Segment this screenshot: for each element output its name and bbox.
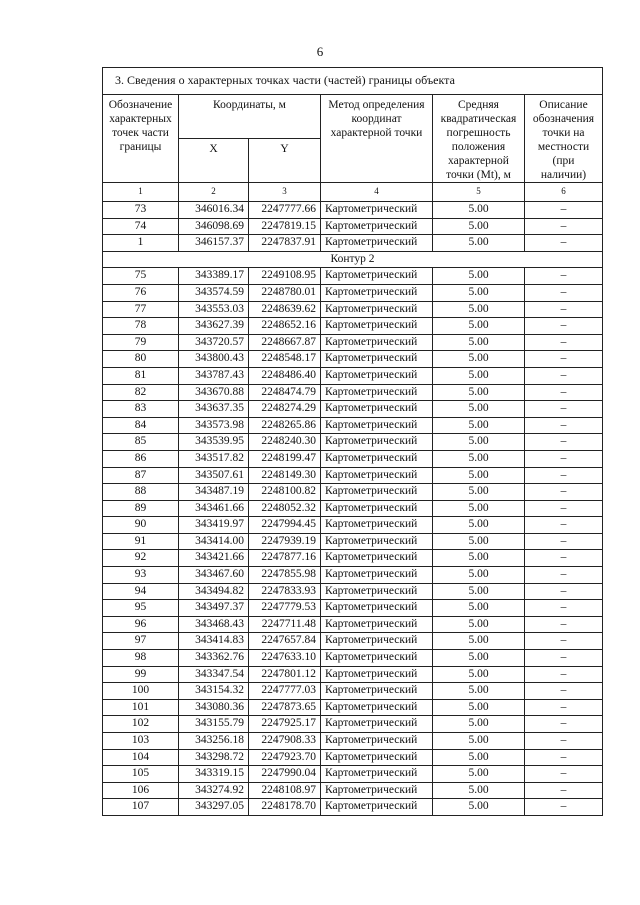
method-cell: Картометрический	[321, 235, 433, 252]
coord-y-cell: 2248548.17	[249, 351, 321, 368]
description-cell: –	[525, 301, 603, 318]
coord-x-cell: 346098.69	[179, 218, 249, 235]
method-cell: Картометрический	[321, 218, 433, 235]
coord-y-cell: 2247779.53	[249, 600, 321, 617]
coord-y-cell: 2247819.15	[249, 218, 321, 235]
boundary-points-table	[102, 67, 603, 816]
coord-x-cell: 343720.57	[179, 334, 249, 351]
description-cell: –	[525, 517, 603, 534]
table-row	[103, 799, 603, 816]
coord-y-cell: 2247837.91	[249, 235, 321, 252]
error-value-cell: 5.00	[433, 666, 525, 683]
description-cell: –	[525, 467, 603, 484]
error-value-cell: 5.00	[433, 500, 525, 517]
coord-y-cell: 2247777.66	[249, 202, 321, 219]
table-row	[103, 467, 603, 484]
coord-y-cell: 2248149.30	[249, 467, 321, 484]
table-row	[103, 301, 603, 318]
column-number-5: 5	[433, 183, 525, 202]
point-number-cell: 79	[103, 334, 179, 351]
table-row	[103, 699, 603, 716]
error-value-cell: 5.00	[433, 417, 525, 434]
coord-x-cell: 343421.66	[179, 550, 249, 567]
coord-y-cell: 2247923.70	[249, 749, 321, 766]
coord-y-cell: 2247925.17	[249, 716, 321, 733]
error-value-cell: 5.00	[433, 550, 525, 567]
header-error: Средняя квадратическая погрешность положения характерной точки (Mt), м	[433, 95, 525, 183]
error-value-cell: 5.00	[433, 600, 525, 617]
point-number-cell: 83	[103, 401, 179, 418]
column-number-1: 1	[103, 183, 179, 202]
method-cell: Картометрический	[321, 401, 433, 418]
coord-y-cell: 2248052.32	[249, 500, 321, 517]
coord-y-cell: 2247657.84	[249, 633, 321, 650]
coord-x-cell: 343298.72	[179, 749, 249, 766]
method-cell: Картометрический	[321, 683, 433, 700]
table-row	[103, 716, 603, 733]
table-row	[103, 749, 603, 766]
description-cell: –	[525, 733, 603, 750]
point-number-cell: 82	[103, 384, 179, 401]
column-number-3: 3	[249, 183, 321, 202]
method-cell: Картометрический	[321, 367, 433, 384]
description-cell: –	[525, 749, 603, 766]
coord-y-cell: 2247801.12	[249, 666, 321, 683]
header-method: Метод определения координат характерной точки	[321, 95, 433, 183]
coord-x-cell: 343787.43	[179, 367, 249, 384]
coord-y-cell: 2248667.87	[249, 334, 321, 351]
section-title-row	[103, 68, 603, 95]
point-number-cell: 88	[103, 484, 179, 501]
error-value-cell: 5.00	[433, 633, 525, 650]
coord-y-cell: 2247777.03	[249, 683, 321, 700]
error-value-cell: 5.00	[433, 782, 525, 799]
method-cell: Картометрический	[321, 202, 433, 219]
coord-y-cell: 2249108.95	[249, 268, 321, 285]
error-value-cell: 5.00	[433, 334, 525, 351]
error-value-cell: 5.00	[433, 616, 525, 633]
description-cell: –	[525, 567, 603, 584]
error-value-cell: 5.00	[433, 517, 525, 534]
table-row	[103, 633, 603, 650]
error-value-cell: 5.00	[433, 766, 525, 783]
coord-x-cell: 343487.19	[179, 484, 249, 501]
point-number-cell: 98	[103, 650, 179, 667]
method-cell: Картометрический	[321, 484, 433, 501]
table-row	[103, 666, 603, 683]
column-number-2: 2	[179, 183, 249, 202]
point-number-cell: 97	[103, 633, 179, 650]
table-row	[103, 401, 603, 418]
error-value-cell: 5.00	[433, 284, 525, 301]
table-row	[103, 650, 603, 667]
coord-x-cell: 343574.59	[179, 284, 249, 301]
method-cell: Картометрический	[321, 633, 433, 650]
coord-x-cell: 343414.00	[179, 533, 249, 550]
method-cell: Картометрический	[321, 799, 433, 816]
contour-label: Контур 2	[103, 251, 603, 268]
column-numbers-row	[103, 183, 603, 202]
coord-x-cell: 343467.60	[179, 567, 249, 584]
description-cell: –	[525, 235, 603, 252]
method-cell: Картометрический	[321, 550, 433, 567]
error-value-cell: 5.00	[433, 218, 525, 235]
method-cell: Картометрический	[321, 650, 433, 667]
column-number-4: 4	[321, 183, 433, 202]
method-cell: Картометрический	[321, 533, 433, 550]
error-value-cell: 5.00	[433, 583, 525, 600]
description-cell: –	[525, 334, 603, 351]
point-number-cell: 96	[103, 616, 179, 633]
method-cell: Картометрический	[321, 500, 433, 517]
coord-x-cell: 343274.92	[179, 782, 249, 799]
contour-row	[103, 251, 603, 268]
description-cell: –	[525, 202, 603, 219]
coord-y-cell: 2248780.01	[249, 284, 321, 301]
coord-y-cell: 2248652.16	[249, 318, 321, 335]
table-row	[103, 318, 603, 335]
description-cell: –	[525, 600, 603, 617]
table-row	[103, 683, 603, 700]
header-x: X	[179, 139, 249, 183]
error-value-cell: 5.00	[433, 268, 525, 285]
point-number-cell: 99	[103, 666, 179, 683]
coord-y-cell: 2247877.16	[249, 550, 321, 567]
error-value-cell: 5.00	[433, 301, 525, 318]
point-number-cell: 105	[103, 766, 179, 783]
method-cell: Картометрический	[321, 517, 433, 534]
error-value-cell: 5.00	[433, 484, 525, 501]
point-number-cell: 101	[103, 699, 179, 716]
point-number-cell: 106	[103, 782, 179, 799]
description-cell: –	[525, 666, 603, 683]
coord-y-cell: 2247833.93	[249, 583, 321, 600]
coord-y-cell: 2248639.62	[249, 301, 321, 318]
error-value-cell: 5.00	[433, 318, 525, 335]
coord-x-cell: 343800.43	[179, 351, 249, 368]
coord-x-cell: 343155.79	[179, 716, 249, 733]
error-value-cell: 5.00	[433, 749, 525, 766]
table-row	[103, 782, 603, 799]
description-cell: –	[525, 218, 603, 235]
coord-x-cell: 343539.95	[179, 434, 249, 451]
description-cell: –	[525, 650, 603, 667]
column-number-6: 6	[525, 183, 603, 202]
point-number-cell: 76	[103, 284, 179, 301]
description-cell: –	[525, 268, 603, 285]
coord-x-cell: 343461.66	[179, 500, 249, 517]
header-description: Описание обозначения точки на местности (при наличии)	[525, 95, 603, 183]
method-cell: Картометрический	[321, 616, 433, 633]
method-cell: Картометрический	[321, 782, 433, 799]
coord-x-cell: 343414.83	[179, 633, 249, 650]
point-number-cell: 86	[103, 450, 179, 467]
table-row	[103, 384, 603, 401]
error-value-cell: 5.00	[433, 351, 525, 368]
method-cell: Картометрический	[321, 268, 433, 285]
method-cell: Картометрический	[321, 417, 433, 434]
table-row	[103, 500, 603, 517]
table-row	[103, 766, 603, 783]
table-row	[103, 517, 603, 534]
method-cell: Картометрический	[321, 384, 433, 401]
method-cell: Картометрический	[321, 600, 433, 617]
coord-y-cell: 2247711.48	[249, 616, 321, 633]
description-cell: –	[525, 351, 603, 368]
point-number-cell: 78	[103, 318, 179, 335]
error-value-cell: 5.00	[433, 650, 525, 667]
table-row	[103, 202, 603, 219]
point-number-cell: 100	[103, 683, 179, 700]
description-cell: –	[525, 450, 603, 467]
description-cell: –	[525, 500, 603, 517]
table-row	[103, 268, 603, 285]
coord-y-cell: 2247855.98	[249, 567, 321, 584]
description-cell: –	[525, 367, 603, 384]
table-row	[103, 616, 603, 633]
point-number-cell: 85	[103, 434, 179, 451]
error-value-cell: 5.00	[433, 401, 525, 418]
point-number-cell: 80	[103, 351, 179, 368]
point-number-cell: 81	[103, 367, 179, 384]
error-value-cell: 5.00	[433, 533, 525, 550]
description-cell: –	[525, 384, 603, 401]
table-row	[103, 484, 603, 501]
table-row	[103, 284, 603, 301]
table-row	[103, 550, 603, 567]
description-cell: –	[525, 417, 603, 434]
point-number-cell: 73	[103, 202, 179, 219]
description-cell: –	[525, 318, 603, 335]
method-cell: Картометрический	[321, 318, 433, 335]
point-number-cell: 94	[103, 583, 179, 600]
method-cell: Картометрический	[321, 749, 433, 766]
point-number-cell: 91	[103, 533, 179, 550]
coord-x-cell: 343494.82	[179, 583, 249, 600]
coord-x-cell: 346157.37	[179, 235, 249, 252]
point-number-cell: 107	[103, 799, 179, 816]
description-cell: –	[525, 683, 603, 700]
header-y: Y	[249, 139, 321, 183]
table-row	[103, 533, 603, 550]
description-cell: –	[525, 716, 603, 733]
table-row	[103, 417, 603, 434]
error-value-cell: 5.00	[433, 683, 525, 700]
description-cell: –	[525, 284, 603, 301]
point-number-cell: 92	[103, 550, 179, 567]
point-number-cell: 84	[103, 417, 179, 434]
point-number-cell: 89	[103, 500, 179, 517]
coord-y-cell: 2247908.33	[249, 733, 321, 750]
coord-x-cell: 343517.82	[179, 450, 249, 467]
coord-y-cell: 2247939.19	[249, 533, 321, 550]
error-value-cell: 5.00	[433, 450, 525, 467]
description-cell: –	[525, 766, 603, 783]
method-cell: Картометрический	[321, 334, 433, 351]
method-cell: Картометрический	[321, 699, 433, 716]
header-coordinates: Координаты, м	[179, 95, 321, 139]
method-cell: Картометрический	[321, 351, 433, 368]
point-number-cell: 102	[103, 716, 179, 733]
error-value-cell: 5.00	[433, 716, 525, 733]
table-row	[103, 351, 603, 368]
point-number-cell: 77	[103, 301, 179, 318]
error-value-cell: 5.00	[433, 467, 525, 484]
table-row	[103, 600, 603, 617]
error-value-cell: 5.00	[433, 202, 525, 219]
coord-y-cell: 2247990.04	[249, 766, 321, 783]
coord-y-cell: 2248474.79	[249, 384, 321, 401]
coord-y-cell: 2248240.30	[249, 434, 321, 451]
point-number-cell: 74	[103, 218, 179, 235]
coord-x-cell: 343080.36	[179, 699, 249, 716]
coord-y-cell: 2248108.97	[249, 782, 321, 799]
method-cell: Картометрический	[321, 766, 433, 783]
coord-y-cell: 2248178.70	[249, 799, 321, 816]
point-number-cell: 104	[103, 749, 179, 766]
description-cell: –	[525, 434, 603, 451]
error-value-cell: 5.00	[433, 799, 525, 816]
coord-x-cell: 343497.37	[179, 600, 249, 617]
coord-y-cell: 2247873.65	[249, 699, 321, 716]
description-cell: –	[525, 782, 603, 799]
page-number: 6	[316, 44, 324, 59]
coord-x-cell: 343319.15	[179, 766, 249, 783]
table-row	[103, 218, 603, 235]
coord-y-cell: 2247994.45	[249, 517, 321, 534]
description-cell: –	[525, 799, 603, 816]
header-row-1	[103, 95, 603, 139]
coord-x-cell: 343553.03	[179, 301, 249, 318]
coord-x-cell: 343468.43	[179, 616, 249, 633]
description-cell: –	[525, 484, 603, 501]
method-cell: Картометрический	[321, 733, 433, 750]
coord-y-cell: 2248265.86	[249, 417, 321, 434]
error-value-cell: 5.00	[433, 733, 525, 750]
error-value-cell: 5.00	[433, 434, 525, 451]
description-cell: –	[525, 401, 603, 418]
error-value-cell: 5.00	[433, 384, 525, 401]
coord-y-cell: 2248199.47	[249, 450, 321, 467]
method-cell: Картометрический	[321, 567, 433, 584]
table-row	[103, 567, 603, 584]
point-number-cell: 87	[103, 467, 179, 484]
error-value-cell: 5.00	[433, 567, 525, 584]
coord-x-cell: 343347.54	[179, 666, 249, 683]
method-cell: Картометрический	[321, 716, 433, 733]
point-number-cell: 1	[103, 235, 179, 252]
method-cell: Картометрический	[321, 467, 433, 484]
table-row	[103, 583, 603, 600]
method-cell: Картометрический	[321, 583, 433, 600]
description-cell: –	[525, 533, 603, 550]
coord-x-cell: 343154.32	[179, 683, 249, 700]
coord-x-cell: 343419.97	[179, 517, 249, 534]
coord-x-cell: 343507.61	[179, 467, 249, 484]
coord-y-cell: 2248274.29	[249, 401, 321, 418]
table-row	[103, 434, 603, 451]
coord-y-cell: 2247633.10	[249, 650, 321, 667]
table-row	[103, 733, 603, 750]
description-cell: –	[525, 583, 603, 600]
method-cell: Картометрический	[321, 284, 433, 301]
coord-x-cell: 343362.76	[179, 650, 249, 667]
method-cell: Картометрический	[321, 301, 433, 318]
error-value-cell: 5.00	[433, 367, 525, 384]
method-cell: Картометрический	[321, 450, 433, 467]
error-value-cell: 5.00	[433, 235, 525, 252]
table-row	[103, 235, 603, 252]
method-cell: Картометрический	[321, 434, 433, 451]
table-row	[103, 367, 603, 384]
description-cell: –	[525, 550, 603, 567]
header-designation: Обозначение характерных точек части границы	[103, 95, 179, 183]
coord-y-cell: 2248486.40	[249, 367, 321, 384]
point-number-cell: 90	[103, 517, 179, 534]
error-value-cell: 5.00	[433, 699, 525, 716]
table-row	[103, 334, 603, 351]
point-number-cell: 95	[103, 600, 179, 617]
coord-y-cell: 2248100.82	[249, 484, 321, 501]
coord-x-cell: 346016.34	[179, 202, 249, 219]
coord-x-cell: 343573.98	[179, 417, 249, 434]
method-cell: Картометрический	[321, 666, 433, 683]
point-number-cell: 75	[103, 268, 179, 285]
point-number-cell: 93	[103, 567, 179, 584]
coord-x-cell: 343637.35	[179, 401, 249, 418]
description-cell: –	[525, 633, 603, 650]
point-number-cell: 103	[103, 733, 179, 750]
section-title: 3. Сведения о характерных точках части (частей) границы объекта	[103, 68, 603, 95]
coord-x-cell: 343627.39	[179, 318, 249, 335]
coord-x-cell: 343256.18	[179, 733, 249, 750]
description-cell: –	[525, 616, 603, 633]
description-cell: –	[525, 699, 603, 716]
coord-x-cell: 343297.05	[179, 799, 249, 816]
coord-x-cell: 343389.17	[179, 268, 249, 285]
table-row	[103, 450, 603, 467]
coord-x-cell: 343670.88	[179, 384, 249, 401]
